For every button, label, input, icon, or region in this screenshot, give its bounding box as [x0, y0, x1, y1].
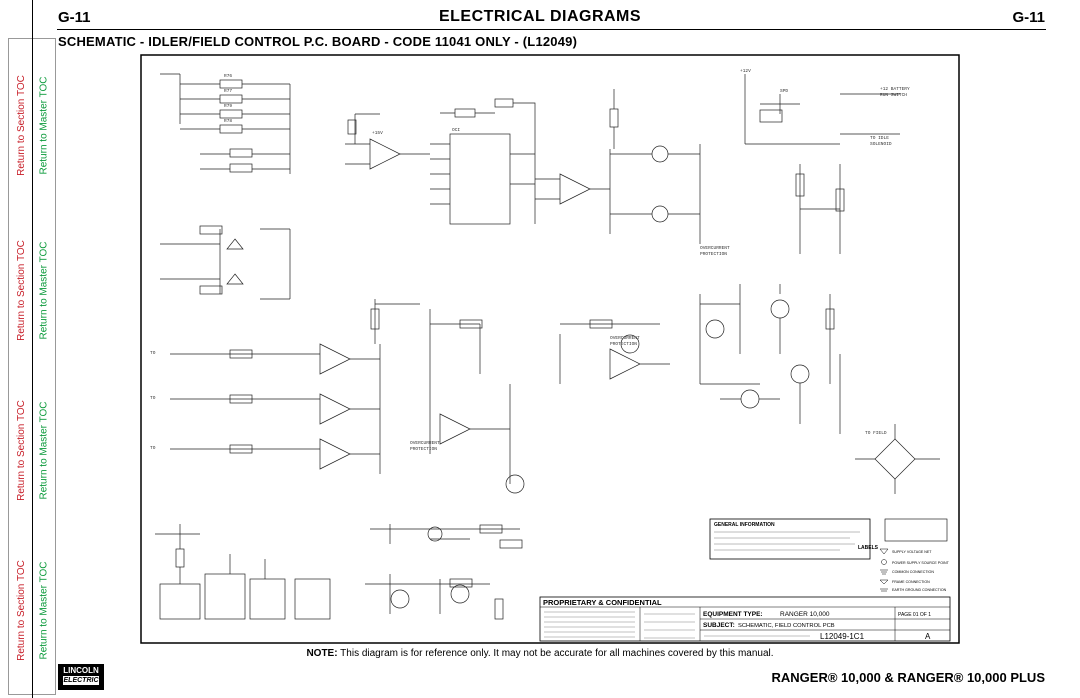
return-to-section-toc-link[interactable]: Return to Section TOC — [15, 239, 27, 341]
svg-text:PROTECTION: PROTECTION — [410, 447, 438, 452]
return-to-section-toc-link[interactable]: Return to Section TOC — [15, 399, 27, 501]
return-to-master-toc-link[interactable]: Return to Master TOC — [38, 401, 50, 499]
return-to-section-toc-link[interactable]: Return to Section TOC — [15, 559, 27, 661]
svg-text:OVERCURRENT: OVERCURRENT — [700, 246, 730, 251]
legend-earth: EARTH GROUND CONNECTION — [892, 588, 947, 592]
svg-text:OVERCURRENT: OVERCURRENT — [610, 336, 640, 341]
return-to-section-toc-link[interactable]: Return to Section TOC — [15, 74, 27, 176]
legend-frame: FRAME CONNECTION — [892, 580, 930, 584]
svg-text:RUN SWITCH: RUN SWITCH — [880, 93, 908, 98]
info-header: GENERAL INFORMATION — [714, 522, 775, 528]
schematic-subtitle: SCHEMATIC - IDLER/FIELD CONTROL P.C. BOARD - CODE 11041 ONLY - (L12049) — [58, 34, 578, 49]
svg-text:TO: TO — [150, 351, 156, 356]
svg-text:R76: R76 — [224, 74, 233, 79]
svg-text:+15V: +15V — [372, 131, 383, 136]
labels-title: LABELS — [858, 545, 878, 551]
svg-text:SOLENOID: SOLENOID — [870, 142, 892, 147]
svg-text:R77: R77 — [224, 89, 233, 94]
revision-letter: A — [925, 632, 931, 641]
page-number-right: G-11 — [1012, 9, 1045, 26]
return-to-master-toc-link[interactable]: Return to Master TOC — [38, 241, 50, 339]
svg-text:+12V: +12V — [740, 69, 751, 74]
svg-text:TO FIELD: TO FIELD — [865, 431, 887, 436]
document-number: L12049-1C1 — [820, 632, 865, 641]
lincoln-electric-logo: LINCOLN ELECTRIC — [58, 664, 104, 690]
schematic-diagram — [140, 54, 960, 644]
svg-text:R79: R79 — [224, 104, 233, 109]
svg-text:PROTECTION: PROTECTION — [700, 252, 728, 257]
svg-text:TO: TO — [150, 446, 156, 451]
header-rule — [57, 29, 1046, 30]
subject-value: SCHEMATIC, FIELD CONTROL PCB — [738, 623, 835, 629]
model-name: RANGER® 10,000 & RANGER® 10,000 PLUS — [771, 670, 1045, 685]
svg-text:R78: R78 — [224, 119, 233, 124]
legend-power-supply: POWER SUPPLY SOURCE POINT — [892, 561, 949, 565]
reference-note: NOTE: This diagram is for reference only. It may not be accurate for all machines covered by this manual. — [306, 648, 774, 659]
page-title: ELECTRICAL DIAGRAMS — [438, 8, 642, 25]
legend-supply-voltage: SUPPLY VOLTAGE NET — [892, 550, 932, 554]
proprietary-label: PROPRIETARY & CONFIDENTIAL — [543, 598, 662, 607]
page-number-left: G-11 — [58, 9, 91, 26]
section-toc-column — [10, 0, 32, 698]
equipment-type-value: RANGER 10,000 — [780, 611, 830, 618]
svg-text:PROTECTION: PROTECTION — [610, 342, 638, 347]
legend-common: COMMON CONNECTION — [892, 570, 934, 574]
svg-text:SPD: SPD — [780, 89, 789, 94]
page-of: PAGE 01 OF 1 — [898, 612, 931, 618]
master-toc-column — [33, 0, 55, 698]
return-to-master-toc-link[interactable]: Return to Master TOC — [38, 561, 50, 659]
svg-text:OVERCURRENT: OVERCURRENT — [410, 441, 440, 446]
svg-text:TO: TO — [150, 396, 156, 401]
subject-label: SUBJECT: — [703, 622, 735, 629]
equipment-type-label: EQUIPMENT TYPE: — [703, 611, 763, 618]
svg-text:+12 BATTERY: +12 BATTERY — [880, 87, 910, 92]
svg-text:TO IDLE: TO IDLE — [870, 136, 889, 141]
return-to-master-toc-link[interactable]: Return to Master TOC — [38, 76, 50, 174]
svg-text:OCI: OCI — [452, 128, 461, 133]
